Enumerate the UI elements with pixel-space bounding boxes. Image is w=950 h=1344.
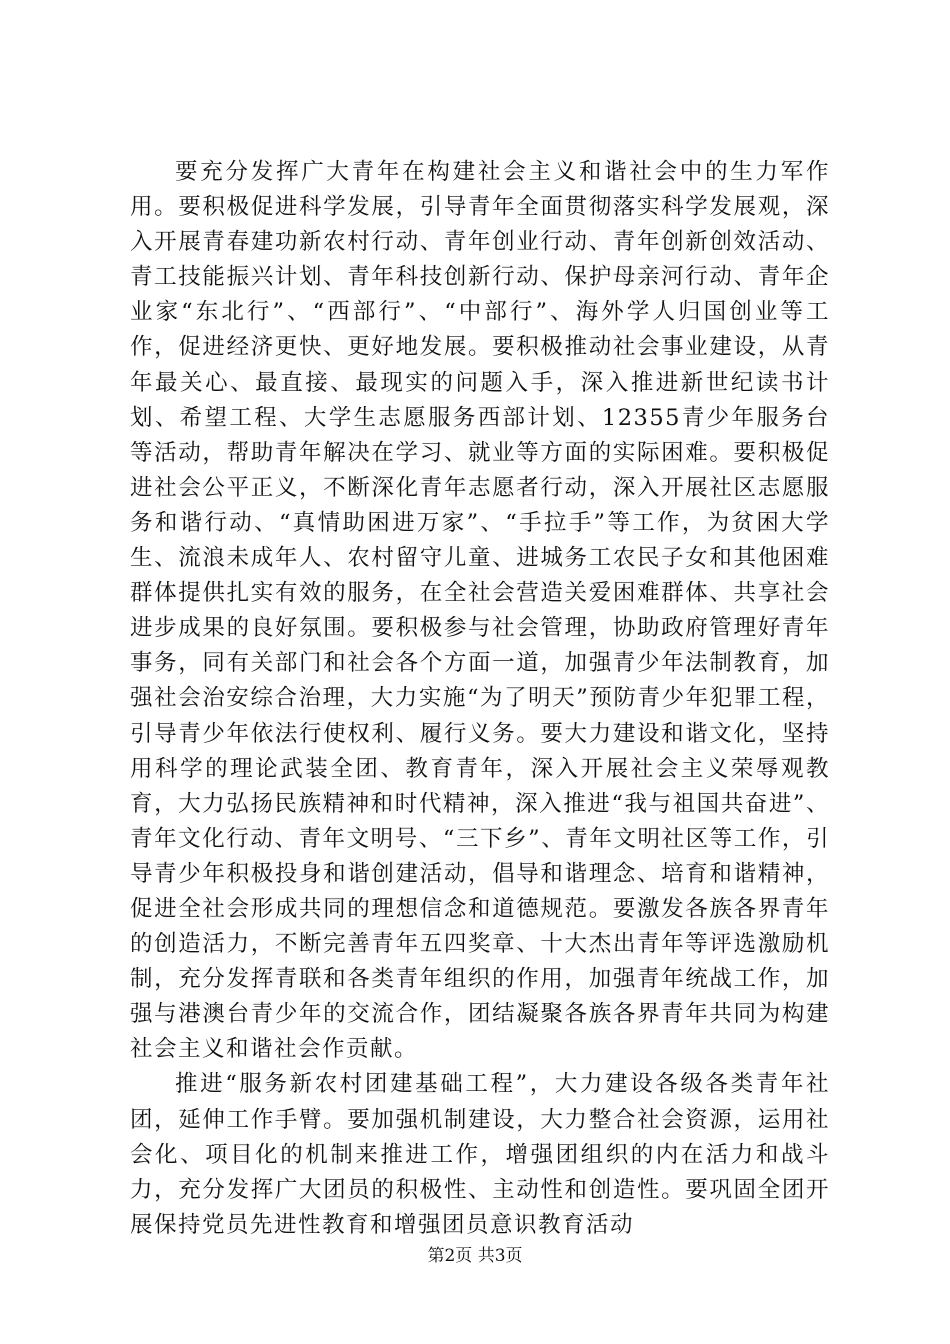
document-body — [130, 155, 830, 1243]
paragraph-2: 推进“服务新农村团建基础工程”，大力建设各级各类青年社团，延伸工作手臂。要加强机制建设，大力整合社会资源，运用社会化、项目化的机制来推进工作，增强团组织的内在活力和战斗力，充分发挥广大团员的积极性、主动性和创造性。要巩固全团开展保持党员先进性教育和增强团员意识教育活动 — [130, 1071, 830, 1238]
paragraph-1: 要充分发挥广大青年在构建社会主义和谐社会中的生力军作用。要积极促进科学发展，引导青年全面贯彻落实科学发展观，深入开展青春建功新农村行动、青年创业行动、青年创新创效活动、青工技能振兴计划、青年科技创新行动、保护母亲河行动、青年企业家“东北行”、“西部行”、“中部行”、海外学人归国创业等工作，促进经济更快、更好地发展。要积极推动社会事业建设，从青年最关心、最直接、最现实的问题入手，深入推进新世纪读书计划、希望工程、大学生志愿服务西部计划、12355青少年服务台等活动，帮助青年解决在学习、就业等方面的实际困难。要积极促进社会公平正义，不断深化青年志愿者行动，深入开展社区志愿服务和谐行动、“真情助困进万家”、“手拉手”等工作，为贫困大学生、流浪未成年人、农村留守儿童、进城务工农民子女和其他困难群体提供扎实有效的服务，在全社会营造关爱困难群体、共享社会进步成果的良好氛围。要积极参与社会管理，协助政府管理好青年事务，同有关部门和社会各个方面一道，加强青少年法制教育，加强社会治安综合治理，大力实施“为了明天”预防青少年犯罪工程，引导青少年依法行使权利、履行义务。要大力建设和谐文化，坚持用科学的理论武装全团、教育青年，深入开展社会主义荣辱观教育，大力弘扬民族精神和时代精神，深入推进“我与祖国共奋进”、青年文化行动、青年文明号、“三下乡”、青年文明社区等工作，引导青少年积极投身和谐创建活动，倡导和谐理念、培育和谐精神，促进全社会形成共同的理想信念和道德规范。要激发各族各界青年的创造活力，不断完善青年五四奖章、十大杰出青年等评选激励机制，充分发挥青联和各类青年组织的作用，加强青年统战工作，加强与港澳台青少年的交流合作，团结凝聚各族各界青年共同为构建社会主义和谐社会作贡献。 — [130, 159, 830, 1063]
page-footer: 第2页 共3页 — [427, 1246, 523, 1266]
